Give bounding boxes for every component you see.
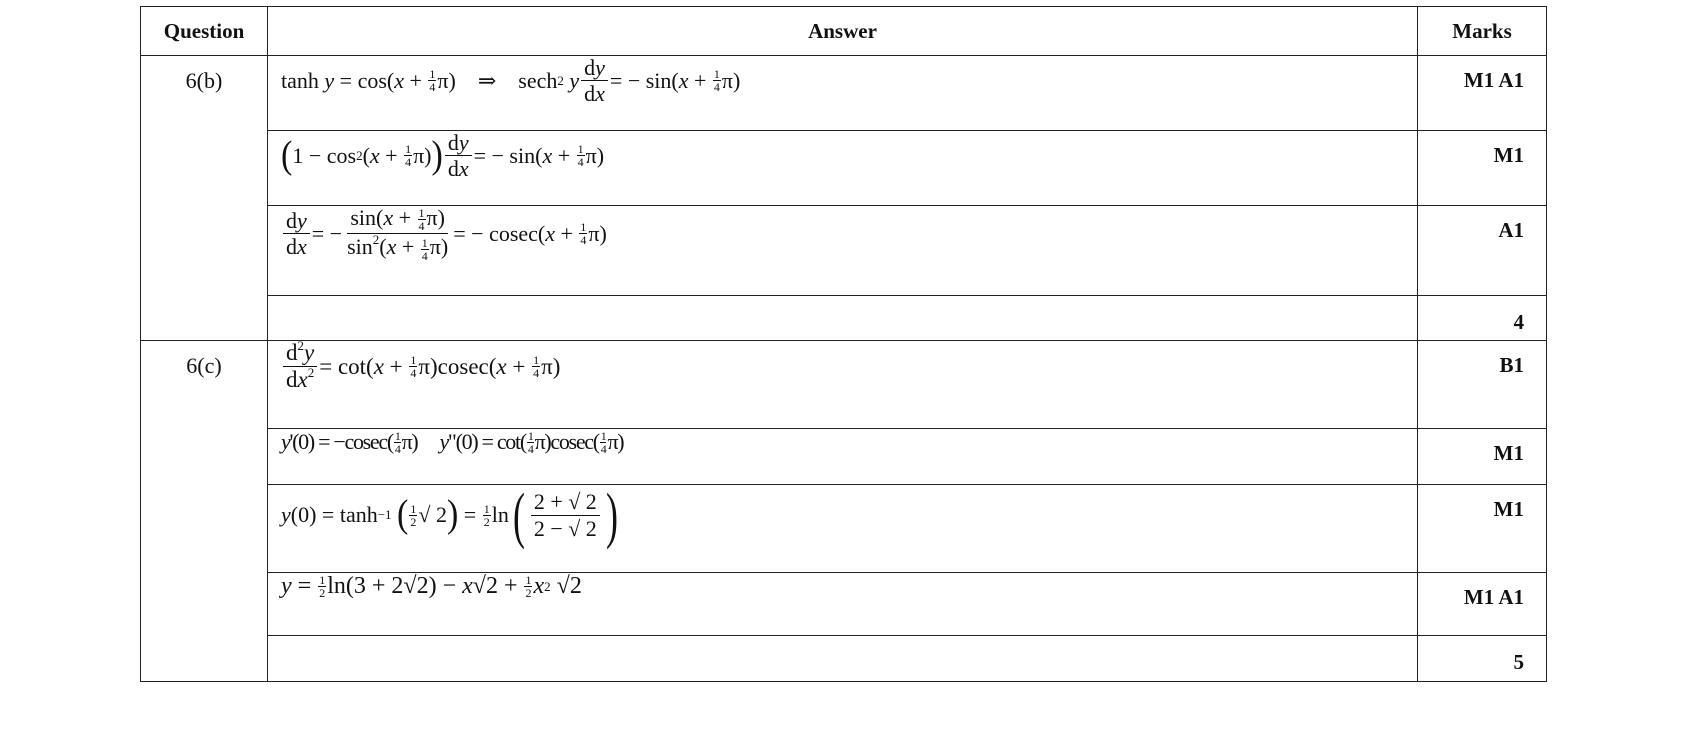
total-6b: 4 bbox=[1418, 296, 1547, 341]
mark-6c-4: M1 A1 bbox=[1418, 573, 1547, 636]
table-row bbox=[141, 131, 1547, 206]
answer-step-6b-2: ( 1 − cos 2 ( x + 1 4 π) ) $\frac{dy}{dx}$ = − sin( x + 1 4 π) bbox=[268, 131, 1418, 206]
answer-step-6c-2: y '(0) = −cosec( 1 4 π) y "(0) = cot( 1 4 π)cosec( 1 4 π) bbox=[268, 429, 1418, 485]
answer-step-6b-3: $\frac{dy}{dx}$ = − sin(x + $\frac{1}{4}$ π) $\sin^2(x$ + $\frac{1}{4}$ π) = − cosec( x + 1 4 π) bbox=[268, 206, 1418, 296]
mark-6b-2: M1 bbox=[1418, 131, 1547, 206]
mark-6c-3: M1 bbox=[1418, 485, 1547, 573]
question-header: Question bbox=[141, 7, 268, 56]
question-label-6c: 6(c) bbox=[141, 341, 268, 682]
table-row bbox=[141, 485, 1547, 573]
total-6c: 5 bbox=[1418, 636, 1547, 682]
table-row bbox=[141, 296, 1547, 341]
answer-blank-6c bbox=[268, 636, 1418, 682]
question-label-6b: 6(b) bbox=[141, 56, 268, 341]
answer-blank-6b bbox=[268, 296, 1418, 341]
marks-header: Marks bbox=[1418, 7, 1547, 56]
mark-6b-1: M1 A1 bbox=[1418, 56, 1547, 131]
header-row bbox=[141, 7, 1547, 56]
answer-step-6b-1: tanh y = cos( x + 1 4 π) ⇒ sech 2 y $\frac{dy}{dx}$ = − sin( x + 1 4 π) bbox=[268, 56, 1418, 131]
mark-6b-3: A1 bbox=[1418, 206, 1547, 296]
table-row bbox=[141, 206, 1547, 296]
mark-6c-2: M1 bbox=[1418, 429, 1547, 485]
table-row bbox=[141, 341, 1547, 429]
table-row bbox=[141, 573, 1547, 636]
answer-header: Answer bbox=[268, 7, 1418, 56]
table-row bbox=[141, 429, 1547, 485]
table-row bbox=[141, 56, 1547, 131]
mark-scheme-table bbox=[140, 6, 1547, 682]
mark-6c-1: B1 bbox=[1418, 341, 1547, 429]
table-row bbox=[141, 636, 1547, 682]
answer-step-6c-1: $\frac{d^2y}{dx^2}$ = cot( x + 1 4 π)cosec( x + 1 4 π) bbox=[268, 341, 1418, 429]
answer-step-6c-4: y = 1 2 ln(3 + 2√2) − x √2 + 1 2 x 2 √2 bbox=[268, 573, 1418, 636]
answer-step-6c-3: y (0) = tanh −1 ( 1 2 √ 2 ) = 1 2 ln ( $\frac{2 + √ 2}{2 - √ 2}$ ) bbox=[268, 485, 1418, 573]
